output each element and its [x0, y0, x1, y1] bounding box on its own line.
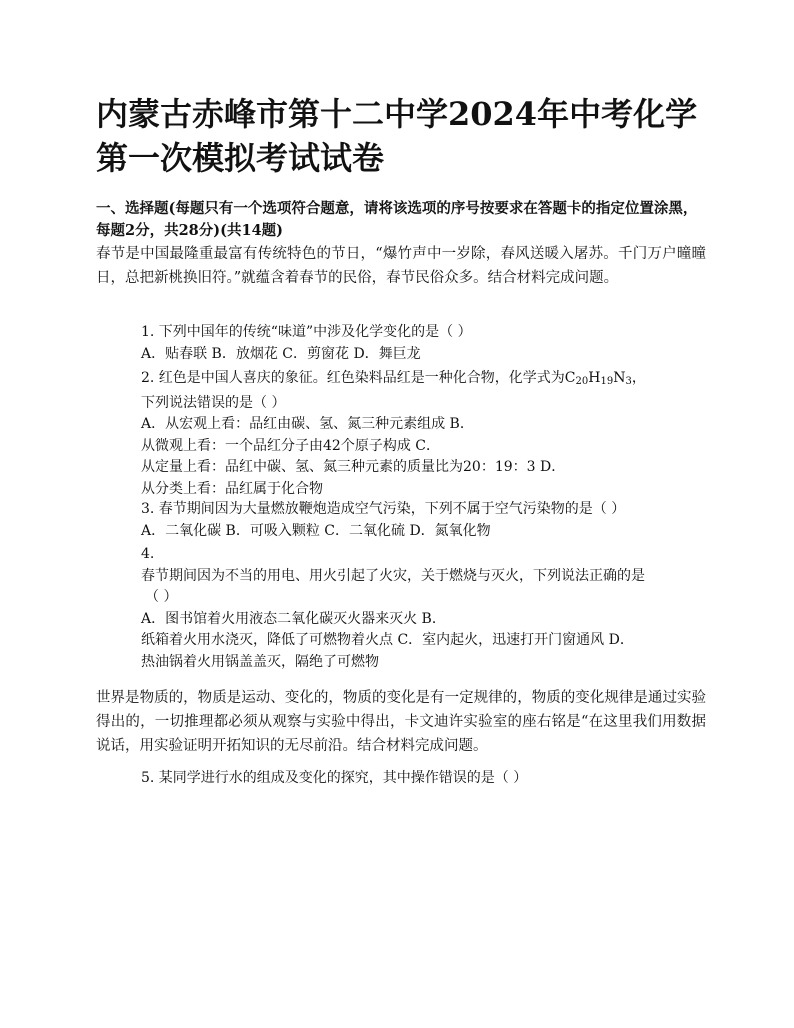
question-3-stem: 3. 春节期间因为大量燃放鞭炮造成空气污染，下列不属于空气污染物的是（ ） [141, 501, 626, 517]
page-title: 内蒙古赤峰市第十二中学2024年中考化学第一次模拟考试试卷 [96, 95, 698, 177]
question-5 [141, 768, 707, 790]
question-4-stem-2: （ ） [145, 589, 178, 605]
question-2-stem-2: 下列说法错误的是（ ） [141, 394, 286, 411]
question-1-stem: 1. 下列中国年的传统“味道”中涉及化学变化的是（ ） [141, 324, 472, 340]
question-4-stem: 春节期间因为不当的用电、用火引起了火灾，关于燃烧与灭火，下列说法正确的是 [141, 567, 645, 584]
formula-subscript: 20 [575, 376, 589, 387]
question-4-option-3: 热油锅着火用锅盖盖灭，隔绝了可燃物 [141, 653, 379, 670]
formula-subscript: 19 [600, 376, 614, 387]
section2-intro: 世界是物质的，物质是运动、变化的，物质的变化是有一定规律的，物质的变化规律是通过实验得出的，一切推理都必须从观察与实验中得出，卡文迪许实验室的座右铭是“在这里我们用数据说话，用实验证明开拓知识的无尽前沿。结合材料完成问题。 [96, 690, 706, 754]
formula-subscript: 3 [625, 376, 632, 387]
question-2-stem [141, 368, 707, 393]
question-1-options: A．贴春联 B．放烟花 C．剪窗花 D．舞巨龙 [141, 345, 421, 362]
question-4-option-2: 纸箱着火用水浇灭，降低了可燃物着火点 C．室内起火，迅速打开门窗通风 D． [141, 632, 634, 648]
section-heading: 一、选择题(每题只有一个选项符合题意，请将该选项的序号按要求在答题卡的指定位置涂黑，每题2分，共28分)(共14题) [96, 200, 698, 239]
question-2-stem-text: 2. 红色是中国人喜庆的象征。红色染料品红是一种化合物，化学式为C [141, 370, 576, 386]
section1-intro: 春节是中国最隆重最富有传统特色的节日，“爆竹声中一岁除，春风送暖入屠苏。千门万户曈曈日，总把新桃换旧符。”就蕴含着春节的民俗，春节民俗众多。结合材料完成问题。 [96, 246, 706, 286]
question-3 [141, 499, 707, 542]
question-2-option-c: 从定量上看：品红中碳、氢、氮三种元素的质量比为20：19：3 D． [141, 459, 566, 475]
question-2 [141, 368, 707, 500]
question-2-option-d: 从分类上看：品红属于化合物 [141, 480, 323, 497]
question-2-option-b: 从微观上看：一个品红分子由42个原子构成 C． [141, 437, 440, 454]
formula-element: H [588, 370, 601, 386]
formula-element: N [613, 370, 626, 386]
question-4-number: 4. [141, 546, 155, 562]
question-5-stem: 5. 某同学进行水的组成及变化的探究，其中操作错误的是（ ） [141, 770, 528, 786]
question-3-options: A．二氧化碳 B．可吸入颗粒 C．二氧化硫 D．氮氧化物 [141, 522, 491, 539]
question-4 [141, 544, 707, 673]
question-1 [141, 322, 707, 365]
question-2-option-a: A．从宏观上看：品红由碳、氢、氮三种元素组成 B． [141, 416, 474, 432]
question-2-stem-end: ， [631, 370, 646, 386]
question-4-option-1: A．图书馆着火用液态二氧化碳灭火器来灭火 B． [141, 610, 446, 627]
